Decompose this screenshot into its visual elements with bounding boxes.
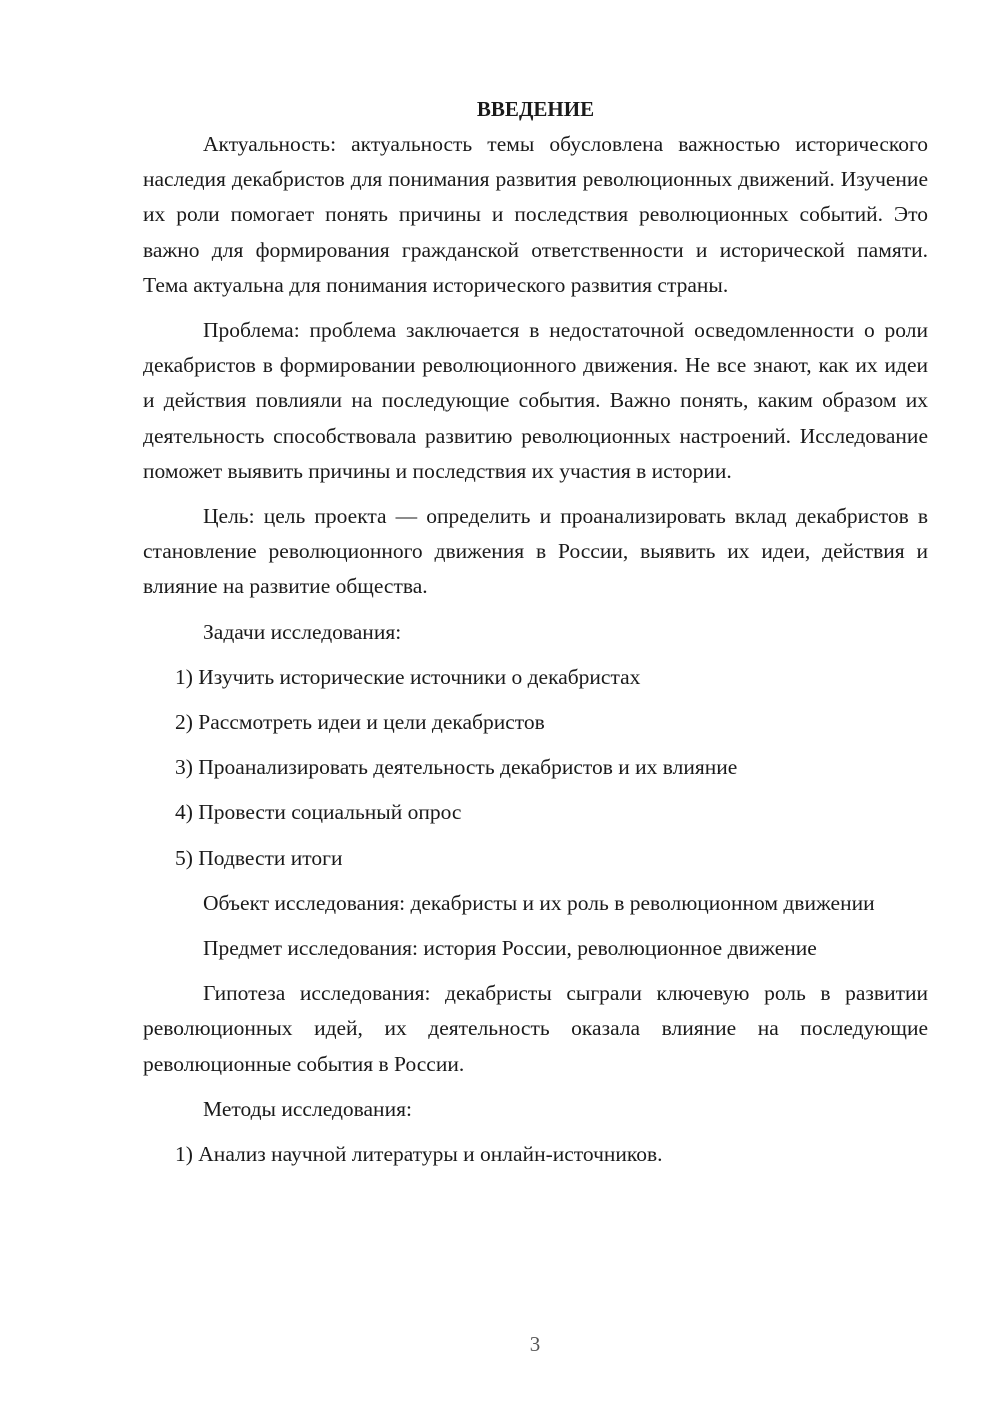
object-paragraph: Объект исследования: декабристы и их роль в революционном движении xyxy=(203,890,875,915)
goal-paragraph: Цель: цель проекта — определить и проанализировать вклад декабристов в становление революционного движения в России, выявить их идеи, действия и влияние на развитие общества. xyxy=(143,504,928,599)
methods-list xyxy=(143,1137,928,1172)
problem-paragraph: Проблема: проблема заключается в недостаточной осведомленности о роли декабристов в формировании революционного движения. Не все знают, как их идеи и действия повлияли на последующие события. Важно понять, каким образом их деятельность способствовала развитию революционных настроений. Исследование поможет выявить причины и последствия их участия в истории. xyxy=(143,318,928,483)
subject-paragraph: Предмет исследования: история России, революционное движение xyxy=(203,936,817,961)
page-number: 3 xyxy=(529,1332,541,1356)
list-item: 2) Рассмотреть идеи и цели декабристов xyxy=(175,710,545,735)
list-item: 5) Подвести итоги xyxy=(175,845,343,870)
hypothesis-paragraph: Гипотеза исследования: декабристы сыграли ключевую роль в развитии революционных идей, их деятельность оказала влияние на последующие революционные события в России. xyxy=(143,981,928,1076)
methods-heading: Методы исследования: xyxy=(203,1096,412,1121)
relevance-paragraph: Актуальность: актуальность темы обусловлена важностью исторического наследия декабристов для понимания развития революционных движений. Изучение их роли помогает понять причины и последствия революционных событий. Это важно для формирования гражданской ответственности и исторической памяти. Тема актуальна для понимания исторического развития страны. xyxy=(143,132,928,297)
list-item: 4) Провести социальный опрос xyxy=(175,800,462,825)
tasks-heading: Задачи исследования: xyxy=(203,619,402,644)
document-page xyxy=(143,92,928,1182)
section-title: ВВЕДЕНИЕ xyxy=(476,97,595,121)
list-item: 1) Анализ научной литературы и онлайн-источников. xyxy=(175,1142,663,1167)
list-item: 1) Изучить исторические источники о декабристах xyxy=(175,664,641,689)
list-item: 3) Проанализировать деятельность декабристов и их влияние xyxy=(175,755,738,780)
tasks-list xyxy=(143,660,928,876)
